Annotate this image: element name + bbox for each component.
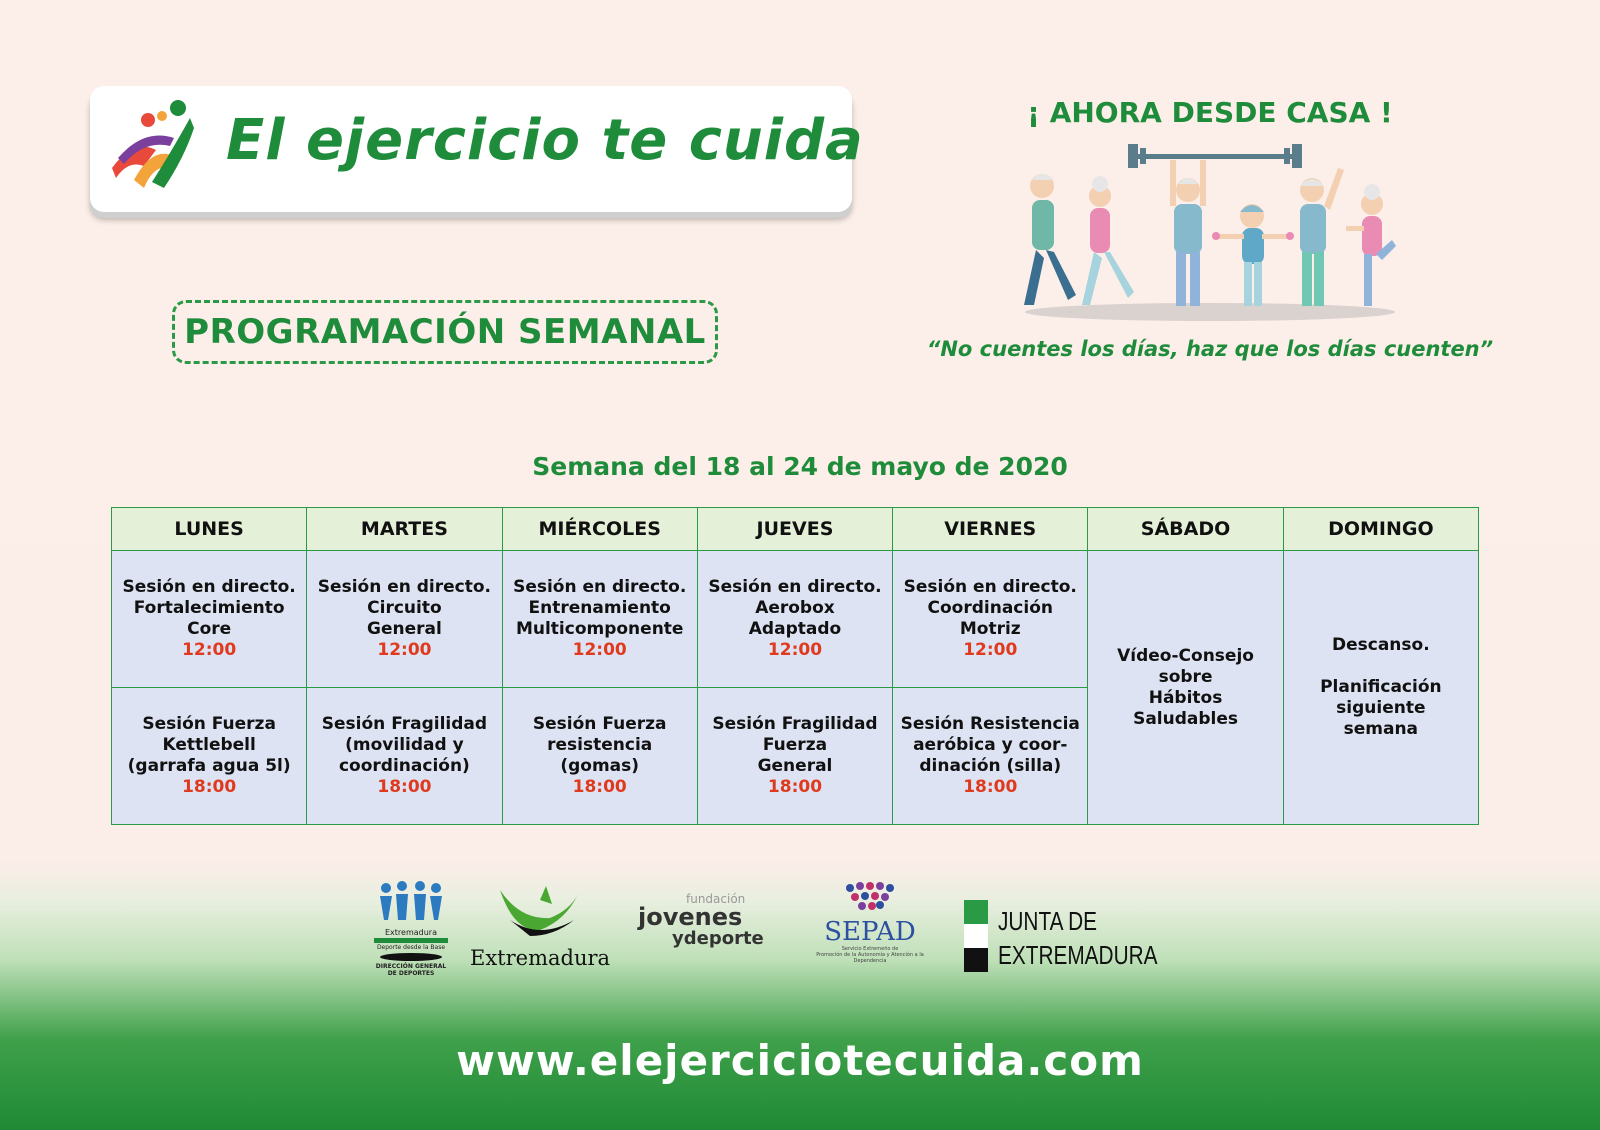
session-line: Sesión en directo.	[122, 577, 296, 597]
day-header: SÁBADO	[1088, 508, 1283, 551]
day-header: MIÉRCOLES	[502, 508, 697, 551]
session-line: aeróbica y coor-	[913, 735, 1068, 755]
session-time: 12:00	[963, 640, 1018, 660]
session-time: 18:00	[767, 777, 823, 797]
session-line: resistencia	[547, 735, 653, 755]
session-line: dinación (silla)	[919, 756, 1062, 776]
sunday-spacer	[1288, 656, 1474, 677]
session-line: Fuerza	[762, 735, 828, 755]
session-line: Sesión Fuerza	[532, 714, 667, 734]
sponsor-extremadura-logo	[470, 880, 610, 990]
saturday-line: Vídeo-Consejo	[1117, 645, 1254, 666]
program-label: PROGRAMACIÓN SEMANAL	[184, 312, 706, 352]
session-line: General	[757, 756, 833, 776]
session-time: 12:00	[377, 640, 432, 660]
session-time: 18:00	[572, 777, 627, 797]
session-time: 12:00	[572, 640, 627, 660]
saturday-line: Hábitos	[1148, 687, 1223, 708]
sponsor-name: SEPAD	[824, 917, 916, 947]
session-line: Kettlebell	[162, 735, 256, 755]
session-line: (garrafa agua 5l)	[127, 756, 291, 776]
session-cell	[697, 551, 892, 688]
session-line: Circuito	[367, 598, 442, 618]
sponsor-jovenes-logo	[638, 880, 788, 990]
session-cell	[697, 688, 892, 825]
table-row-morning	[112, 551, 1479, 688]
sponsor-line: DIRECCIÓN GENERAL	[375, 963, 447, 970]
session-line: coordinación)	[338, 756, 470, 776]
sponsor-line: DE DEPORTES	[387, 970, 435, 977]
session-line: Entrenamiento	[528, 598, 671, 618]
sunday-line: semana	[1343, 719, 1419, 739]
session-line: Motriz	[959, 619, 1021, 639]
session-cell	[307, 551, 502, 688]
sunday-cell	[1283, 551, 1478, 825]
sponsor-line: JUNTA DE	[998, 906, 1098, 936]
session-time: 18:00	[182, 777, 237, 797]
sponsor-bar	[374, 938, 448, 943]
day-header: LUNES	[112, 508, 307, 551]
day-header: VIERNES	[893, 508, 1088, 551]
weekly-schedule-table	[111, 507, 1479, 825]
sponsor-line: Extremadura	[385, 928, 437, 937]
session-cell	[307, 688, 502, 825]
sponsor-main: jovenes	[638, 903, 743, 931]
session-line: Sesión en directo.	[513, 577, 687, 597]
session-time: 18:00	[377, 777, 432, 797]
program-label-box	[172, 300, 718, 364]
session-line: Fortalecimiento	[133, 598, 285, 618]
app-title: El ejercicio te cuida	[226, 108, 864, 173]
day-header: JUEVES	[697, 508, 892, 551]
sponsor-sepad-logo	[800, 880, 940, 990]
session-cell	[893, 688, 1088, 825]
sponsor-bird-icon	[470, 880, 610, 942]
sponsor-name: Extremadura	[470, 946, 611, 970]
day-header: MARTES	[307, 508, 502, 551]
tagline: ¡ AHORA DESDE CASA !	[1027, 96, 1393, 129]
sponsor-sub: Servicio Extremeño de	[841, 946, 899, 952]
session-line: Multicomponente	[515, 619, 684, 639]
session-time: 12:00	[182, 640, 237, 660]
sponsor-junta-logo	[964, 880, 1158, 990]
flag-white	[964, 924, 988, 948]
logo-card	[90, 86, 864, 212]
session-time: 18:00	[963, 777, 1018, 797]
session-line: Sesión Fragilidad	[321, 714, 488, 734]
flag-black	[964, 948, 988, 972]
session-line: (gomas)	[560, 756, 640, 776]
sponsor-line: EXTREMADURA	[998, 940, 1158, 970]
session-cell	[893, 551, 1088, 688]
sponsor-sub: ydeporte	[672, 928, 764, 949]
saturday-line: sobre	[1158, 666, 1213, 687]
saturday-cell	[1088, 551, 1283, 825]
session-line: Sesión Resistencia	[900, 714, 1080, 734]
session-line: Sesión Fragilidad	[712, 714, 878, 734]
sunday-line: siguiente	[1336, 698, 1426, 718]
day-header: DOMINGO	[1283, 508, 1478, 551]
session-time: 12:00	[767, 640, 823, 660]
seniors-exercising-illustration	[1020, 140, 1400, 325]
session-line: Core	[187, 619, 232, 639]
session-line: Sesión Fuerza	[142, 714, 276, 734]
sponsor-sub: Promoción de la Autonomía y Atención a la Dependencia	[816, 952, 924, 964]
sponsor-deportes-logo	[374, 880, 448, 990]
session-cell	[112, 688, 307, 825]
website-link[interactable]: www.elejerciciotecuida.com	[456, 1036, 1144, 1085]
session-line: Adaptado	[748, 619, 842, 639]
session-line: (movilidad y	[345, 735, 464, 755]
sponsor-top: fundación	[686, 892, 746, 906]
session-line: Sesión en directo.	[317, 577, 492, 597]
session-cell	[502, 551, 697, 688]
saturday-line: Saludables	[1133, 708, 1239, 729]
sponsor-swoosh	[380, 953, 442, 961]
sponsor-dots-icon	[800, 880, 940, 914]
table-header-row	[112, 508, 1479, 551]
sponsor-figures-icon	[374, 880, 448, 924]
sponsor-line: Deporte desde la Base	[376, 944, 446, 951]
week-label: Semana del 18 al 24 de mayo de 2020	[532, 452, 1068, 481]
sunday-line: Descanso.	[1332, 635, 1430, 655]
session-line: Coordinación	[927, 598, 1053, 618]
session-line: Sesión en directo.	[708, 577, 882, 597]
session-line: Aerobox	[755, 598, 835, 618]
session-cell	[112, 551, 307, 688]
flag-green	[964, 900, 988, 924]
motivational-quote: “No cuentes los días, haz que los días cuenten”	[926, 337, 1494, 361]
session-line: Sesión en directo.	[903, 577, 1077, 597]
session-line: General	[367, 619, 442, 639]
sunday-line: Planificación	[1320, 677, 1442, 697]
logo-mark-icon	[104, 98, 204, 198]
session-cell	[502, 688, 697, 825]
